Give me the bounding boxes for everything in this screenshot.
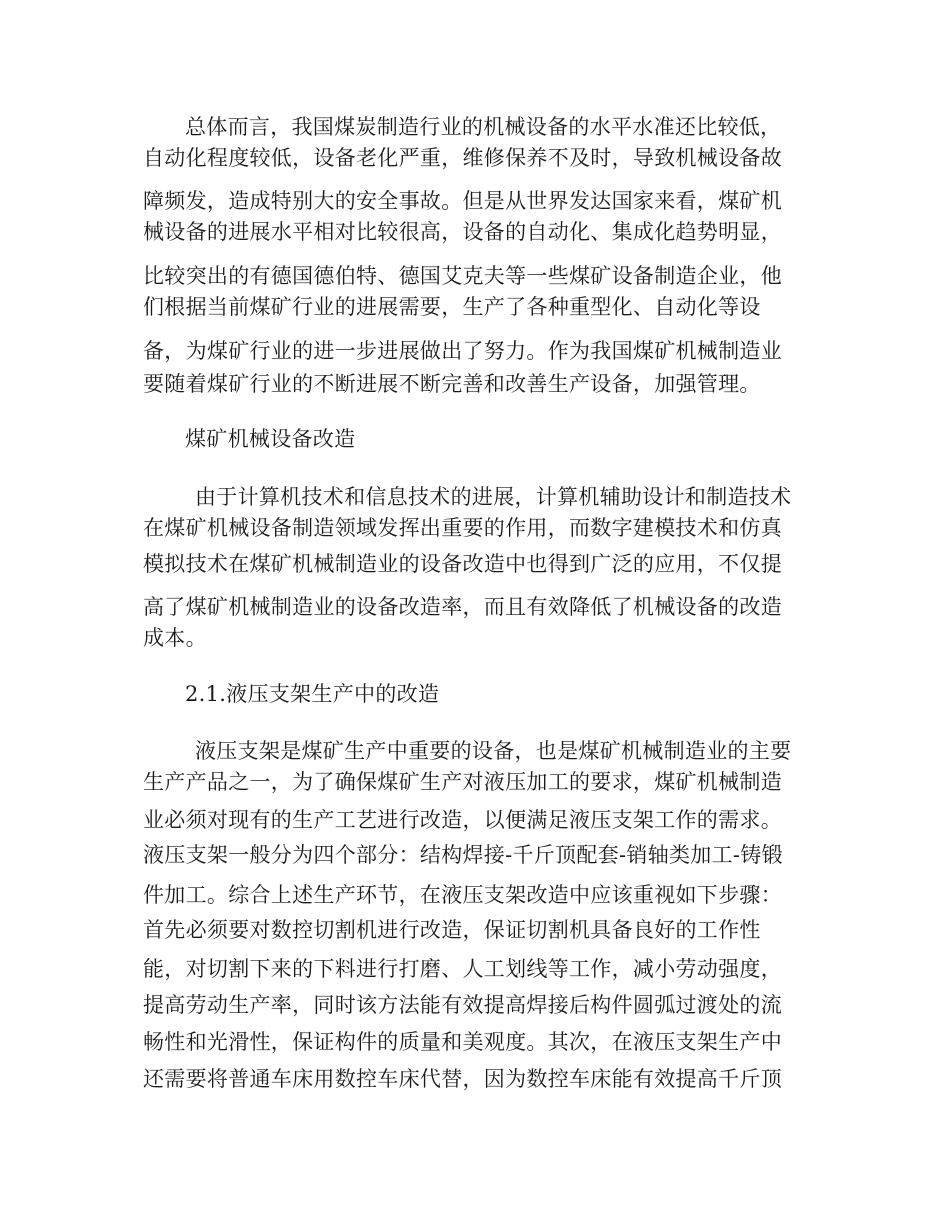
paragraph-3-line-4: 液压支架一般分为四个部分：结构焊接-千斤顶配套-销轴类加工-铸锻: [143, 843, 783, 867]
paragraph-2-line-1: 由于计算机技术和信息技术的进展，计算机辅助设计和制造技术: [195, 485, 792, 509]
paragraph-3-line-10: 还需要将普通车床用数控车床代替，因为数控车床能有效提高千斤顶: [143, 1067, 782, 1091]
paragraph-1-line-3: 障频发，造成特别大的安全事故。但是从世界发达国家来看，煤矿机: [143, 189, 782, 213]
section-heading: 煤矿机械设备改造: [185, 427, 356, 451]
paragraph-3-line-2: 生产产品之一，为了确保煤矿生产对液压加工的要求，煤矿机械制造: [143, 770, 782, 794]
paragraph-1-line-6: 们根据当前煤矿行业的进展需要，生产了各种重型化、自动化等设: [143, 295, 761, 319]
paragraph-1-line-2: 自动化程度较低，设备老化严重，维修保养不及时，导致机械设备故: [143, 146, 782, 170]
paragraph-3-line-7: 能，对切割下来的下料进行打磨、人工划线等工作，减小劳动强度，: [143, 957, 782, 981]
paragraph-1-line-4: 械设备的进展水平相对比较很高，设备的自动化、集成化趋势明显，: [143, 220, 782, 244]
paragraph-2-line-4: 高了煤矿机械制造业的设备改造率，而且有效降低了机械设备的改造: [143, 595, 782, 619]
paragraph-1-line-8: 要随着煤矿行业的不断进展不断完善和改善生产设备，加强管理。: [143, 372, 761, 396]
paragraph-1-line-1: 总体而言，我国煤炭制造行业的机械设备的水平水准还比较低，: [185, 115, 782, 139]
paragraph-3-line-8: 提高劳动生产率，同时该方法能有效提高焊接后构件圆弧过渡处的流: [143, 993, 782, 1017]
paragraph-1-line-5: 比较突出的有德国德伯特、德国艾克夫等一些煤矿设备制造企业，他: [143, 264, 782, 288]
subsection-heading: 2.1.液压支架生产中的改造: [185, 682, 440, 706]
paragraph-3-line-3: 业必须对现有的生产工艺进行改造，以便满足液压支架工作的需求。: [143, 808, 782, 832]
paragraph-1-line-7: 备，为煤矿行业的进一步进展做出了努力。作为我国煤矿机械制造业: [143, 339, 782, 363]
paragraph-3-line-5: 件加工。综合上述生产环节，在液压支架改造中应该重视如下步骤：: [143, 883, 782, 907]
paragraph-3-line-6: 首先必须要对数控切割机进行改造，保证切割机具备良好的工作性: [143, 918, 761, 942]
paragraph-2-line-2: 在煤矿机械设备制造领域发挥出重要的作用，而数字建模技术和仿真: [143, 516, 782, 540]
paragraph-3-line-1: 液压支架是煤矿生产中重要的设备，也是煤矿机械制造业的主要: [195, 739, 792, 763]
paragraph-2-line-3: 模拟技术在煤矿机械制造业的设备改造中也得到广泛的应用，不仅提: [143, 552, 782, 576]
paragraph-2-line-5: 成本。: [143, 626, 207, 650]
paragraph-3-line-9: 畅性和光滑性，保证构件的质量和美观度。其次，在液压支架生产中: [143, 1030, 782, 1054]
